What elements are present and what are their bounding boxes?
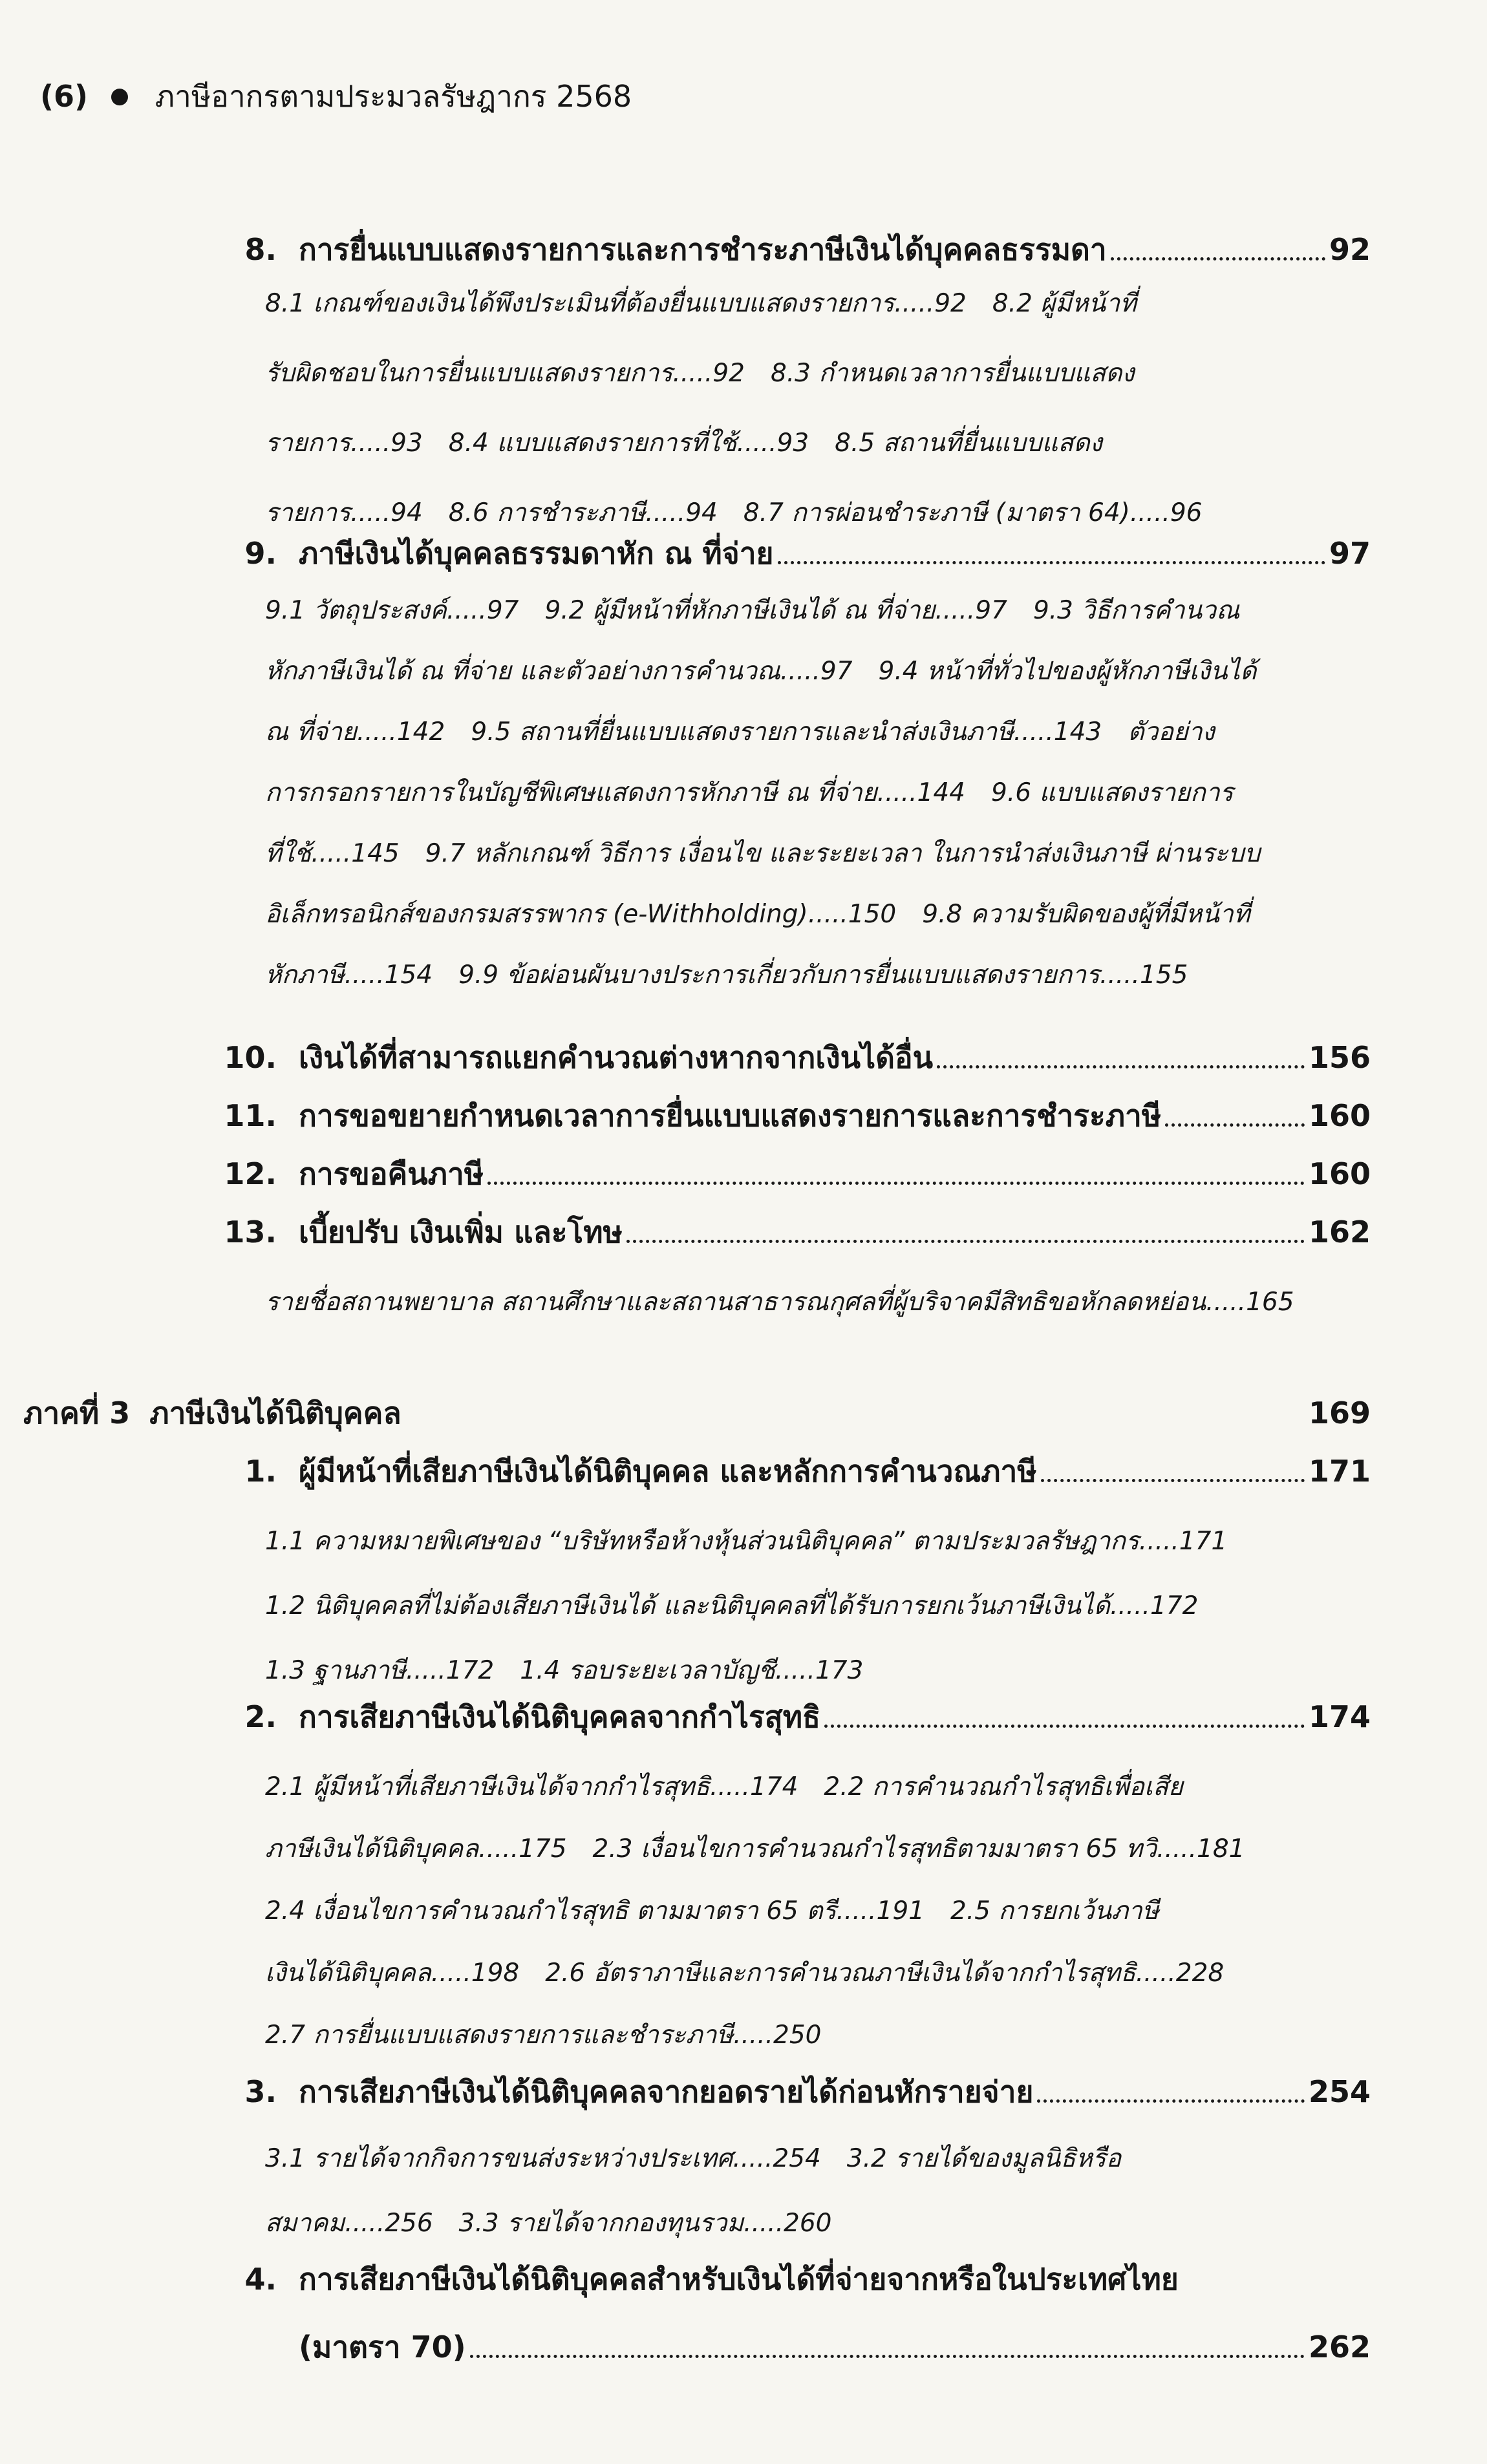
subentry-line xyxy=(265,1892,1377,1931)
dot-leader xyxy=(778,561,1325,564)
entry-title: การขอคืนภาษี xyxy=(299,1156,484,1191)
subentry-line xyxy=(265,956,1377,995)
subentry: 3.1 รายได้จากกิจการขนส่งระหว่างประเทศ.....254 xyxy=(265,2144,821,2173)
entry-title: เบี้ยปรับ เงินเพิ่ม และโทษ xyxy=(299,1215,623,1249)
subentry-line xyxy=(265,354,1377,393)
entry-title: การขอขยายกำหนดเวลาการยื่นแบบแสดงรายการและการชำระภาษี xyxy=(299,1098,1162,1133)
dot-leader xyxy=(626,1240,1305,1243)
subentry: 9.2 ผู้มีหน้าที่หักภาษีเงินได้ ณ ที่จ่าย.....97 xyxy=(544,596,1007,625)
entry-page: 174 xyxy=(1308,1699,1371,1734)
subentry: หักภาษีเงินได้ ณ ที่จ่าย และตัวอย่างการคำนวณ.....97 xyxy=(265,657,853,686)
entry-title: (มาตรา 70) xyxy=(299,2330,466,2364)
entry-page: 171 xyxy=(1308,1454,1371,1489)
subentry: 9.3 วิธีการคำนวณ xyxy=(1032,596,1240,625)
subentry-line xyxy=(265,1830,1377,1869)
subentry-line xyxy=(265,424,1377,463)
subentry: 3.3 รายได้จากกองทุนรวม.....260 xyxy=(458,2209,832,2238)
entry-number: 9. xyxy=(244,536,277,571)
subentry-line xyxy=(265,1768,1377,1807)
toc-entry xyxy=(206,2068,1371,2115)
dot-leader xyxy=(1041,1479,1305,1482)
entry-number: 3. xyxy=(244,2074,277,2109)
dot-leader xyxy=(487,1182,1305,1185)
subentry: 8.1 เกณฑ์ของเงินได้พึงประเมินที่ต้องยื่นแบบแสดงรายการ.....92 xyxy=(265,289,967,318)
toc-entry xyxy=(206,2256,1371,2302)
subentry: 1.4 รอบระยะเวลาบัญชี.....173 xyxy=(520,1656,864,1685)
subentry-line xyxy=(265,774,1377,812)
toc-entry xyxy=(206,530,1371,577)
entry-title: การเสียภาษีเงินได้นิติบุคคลจากกำไรสุทธิ xyxy=(299,1699,821,1734)
subentry: ตัวอย่าง xyxy=(1128,717,1215,747)
subentry: เงินได้นิติบุคคล.....198 xyxy=(265,1959,520,1988)
entry-number: 4. xyxy=(244,2262,277,2297)
subentry: 9.9 ข้อผ่อนผันบางประการเกี่ยวกับการยื่นแบบแสดงรายการ.....155 xyxy=(458,961,1188,990)
subentry: 9.8 ความรับผิดของผู้ที่มีหน้าที่ xyxy=(922,900,1250,929)
running-header xyxy=(40,76,632,116)
toc-entry xyxy=(206,1448,1371,1494)
subentry: รายชื่อสถานพยาบาล สถานศึกษาและสถานสาธารณกุศลที่ผู้บริจาคมีสิทธิขอหักลดหย่อน.....165 xyxy=(265,1288,1294,1317)
toc-entry-continuation xyxy=(206,2324,1371,2370)
subentry: 2.6 อัตราภาษีและการคำนวณภาษีเงินได้จากกำไรสุทธิ.....228 xyxy=(545,1959,1225,1988)
subentry: 3.2 รายได้ของมูลนิธิหรือ xyxy=(846,2144,1122,2173)
subentry: รายการ.....93 xyxy=(265,429,423,458)
entry-page: 254 xyxy=(1308,2074,1371,2109)
subentry-line xyxy=(265,1522,1377,1561)
subentry-line xyxy=(265,895,1377,934)
subentry: อิเล็กทรอนิกส์ของกรมสรรพากร (e-Withholding).....150 xyxy=(265,900,897,929)
subentry: รายการ.....94 xyxy=(265,498,423,527)
subentry-line xyxy=(265,1652,1377,1690)
entry-number: 8. xyxy=(244,232,277,267)
subentry: 9.6 แบบแสดงรายการ xyxy=(991,778,1234,807)
entry-page: 156 xyxy=(1308,1040,1371,1075)
subentry: 2.1 ผู้มีหน้าที่เสียภาษีเงินได้จากกำไรสุทธิ.....174 xyxy=(265,1772,798,1801)
subentry-line xyxy=(265,494,1377,533)
subentry-line xyxy=(265,2016,1377,2055)
dot-leader xyxy=(937,1065,1305,1068)
dot-leader xyxy=(1165,1123,1305,1127)
toc-entry xyxy=(206,1151,1371,1197)
subentry-line xyxy=(265,834,1377,873)
dot-leader xyxy=(1111,257,1325,260)
subentry: 8.4 แบบแสดงรายการที่ใช้.....93 xyxy=(448,429,809,458)
entry-page: 162 xyxy=(1308,1215,1371,1249)
subentry: 8.3 กำหนดเวลาการยื่นแบบแสดง xyxy=(770,359,1135,388)
header-bullet: ● xyxy=(110,83,129,109)
subentry-line xyxy=(265,652,1377,691)
entry-page: 92 xyxy=(1329,232,1371,267)
subentry: รับผิดชอบในการยื่นแบบแสดงรายการ.....92 xyxy=(265,359,745,388)
entry-page: 262 xyxy=(1308,2330,1371,2364)
entry-page: 160 xyxy=(1308,1098,1371,1133)
toc-entry xyxy=(206,1034,1371,1081)
entry-number: 12. xyxy=(224,1156,277,1191)
subentry: 2.3 เงื่อนไขการคำนวณกำไรสุทธิตามมาตรา 65 ทวิ.....181 xyxy=(592,1834,1245,1864)
subentry: ที่ใช้.....145 xyxy=(265,839,400,868)
subentry: 8.5 สถานที่ยื่นแบบแสดง xyxy=(835,429,1102,458)
entry-title: ผู้มีหน้าที่เสียภาษีเงินได้นิติบุคคล และหลักการคำนวณภาษี xyxy=(299,1454,1037,1489)
page-number: (6) xyxy=(40,79,89,114)
subentry: 9.4 หน้าที่ทั่วไปของผู้หักภาษีเงินได้ xyxy=(878,657,1257,686)
subentry: สมาคม.....256 xyxy=(265,2209,433,2238)
dot-leader xyxy=(1037,2099,1305,2103)
dot-leader xyxy=(824,1725,1305,1728)
entry-number: 1. xyxy=(244,1454,277,1489)
entry-number: 11. xyxy=(224,1098,277,1133)
subentry: 1.2 นิติบุคคลที่ไม่ต้องเสียภาษีเงินได้ และนิติบุคคลที่ได้รับการยกเว้นภาษีเงินได้.....172 xyxy=(265,1591,1199,1620)
entry-title: การเสียภาษีเงินได้นิติบุคคลสำหรับเงินได้ที่จ่ายจากหรือในประเทศไทย xyxy=(299,2262,1179,2297)
subentry: 2.2 การคำนวณกำไรสุทธิเพื่อเสีย xyxy=(824,1772,1183,1801)
part-page: 169 xyxy=(1308,1396,1371,1430)
subentry: หักภาษี.....154 xyxy=(265,961,433,990)
subentry: 1.1 ความหมายพิเศษของ “บริษัทหรือห้างหุ้นส่วนนิติบุคคล” ตามประมวลรัษฎากร.....171 xyxy=(265,1527,1228,1556)
subentry: 2.7 การยื่นแบบแสดงรายการและชำระภาษี.....250 xyxy=(265,2021,822,2050)
subentry: 9.1 วัตถุประสงค์.....97 xyxy=(265,596,519,625)
part-heading xyxy=(23,1390,1371,1436)
subentry-line xyxy=(265,1587,1377,1626)
entry-page: 160 xyxy=(1308,1156,1371,1191)
subentry-line xyxy=(265,2140,1377,2178)
subentry-line xyxy=(265,1283,1377,1322)
subentry: 2.4 เงื่อนไขการคำนวณกำไรสุทธิ ตามมาตรา 65 ตรี.....191 xyxy=(265,1896,925,1926)
entry-page: 97 xyxy=(1329,536,1371,571)
subentry-line xyxy=(265,713,1377,752)
subentry: 8.6 การชำระภาษี.....94 xyxy=(448,498,718,527)
entry-number: 2. xyxy=(244,1699,277,1734)
part-title: ภาษีเงินได้นิติบุคคล xyxy=(149,1396,401,1430)
subentry-line xyxy=(265,2204,1377,2243)
subentry: 2.5 การยกเว้นภาษี xyxy=(950,1896,1159,1926)
subentry-line xyxy=(265,591,1377,630)
entry-number: 10. xyxy=(224,1040,277,1075)
entry-title: ภาษีเงินได้บุคคลธรรมดาหัก ณ ที่จ่าย xyxy=(299,536,774,571)
toc-entry xyxy=(206,1092,1371,1139)
subentry: 8.2 ผู้มีหน้าที่ xyxy=(992,289,1137,318)
toc-entry xyxy=(206,1694,1371,1740)
part-label: ภาคที่ 3 xyxy=(23,1396,131,1430)
subentry-line xyxy=(265,284,1377,323)
entry-title: เงินได้ที่สามารถแยกคำนวณต่างหากจากเงินได้อื่น xyxy=(299,1040,934,1075)
entry-title: การยื่นแบบแสดงรายการและการชำระภาษีเงินได้บุคคลธรรมดา xyxy=(299,232,1107,267)
subentry: 8.7 การผ่อนชำระภาษี (มาตรา 64).....96 xyxy=(743,498,1203,527)
subentry: 9.7 หลักเกณฑ์ วิธีการ เงื่อนไข และระยะเวลา ในการนำส่งเงินภาษี ผ่านระบบ xyxy=(425,839,1261,868)
book-title: ภาษีอากรตามประมวลรัษฎากร 2568 xyxy=(155,79,632,114)
toc-entry xyxy=(206,1209,1371,1255)
toc-entry xyxy=(206,226,1371,273)
subentry-line xyxy=(265,1954,1377,1993)
entry-number: 13. xyxy=(224,1215,277,1249)
subentry: 9.5 สถานที่ยื่นแบบแสดงรายการและนำส่งเงินภาษี.....143 xyxy=(471,717,1102,747)
subentry: การกรอกรายการในบัญชีพิเศษแสดงการหักภาษี ณ ที่จ่าย.....144 xyxy=(265,778,965,807)
subentry: ณ ที่จ่าย.....142 xyxy=(265,717,445,747)
subentry: ภาษีเงินได้นิติบุคคล.....175 xyxy=(265,1834,567,1864)
dot-leader xyxy=(470,2355,1305,2358)
entry-title: การเสียภาษีเงินได้นิติบุคคลจากยอดรายได้ก่อนหักรายจ่าย xyxy=(299,2074,1034,2109)
subentry: 1.3 ฐานภาษี.....172 xyxy=(265,1656,495,1685)
